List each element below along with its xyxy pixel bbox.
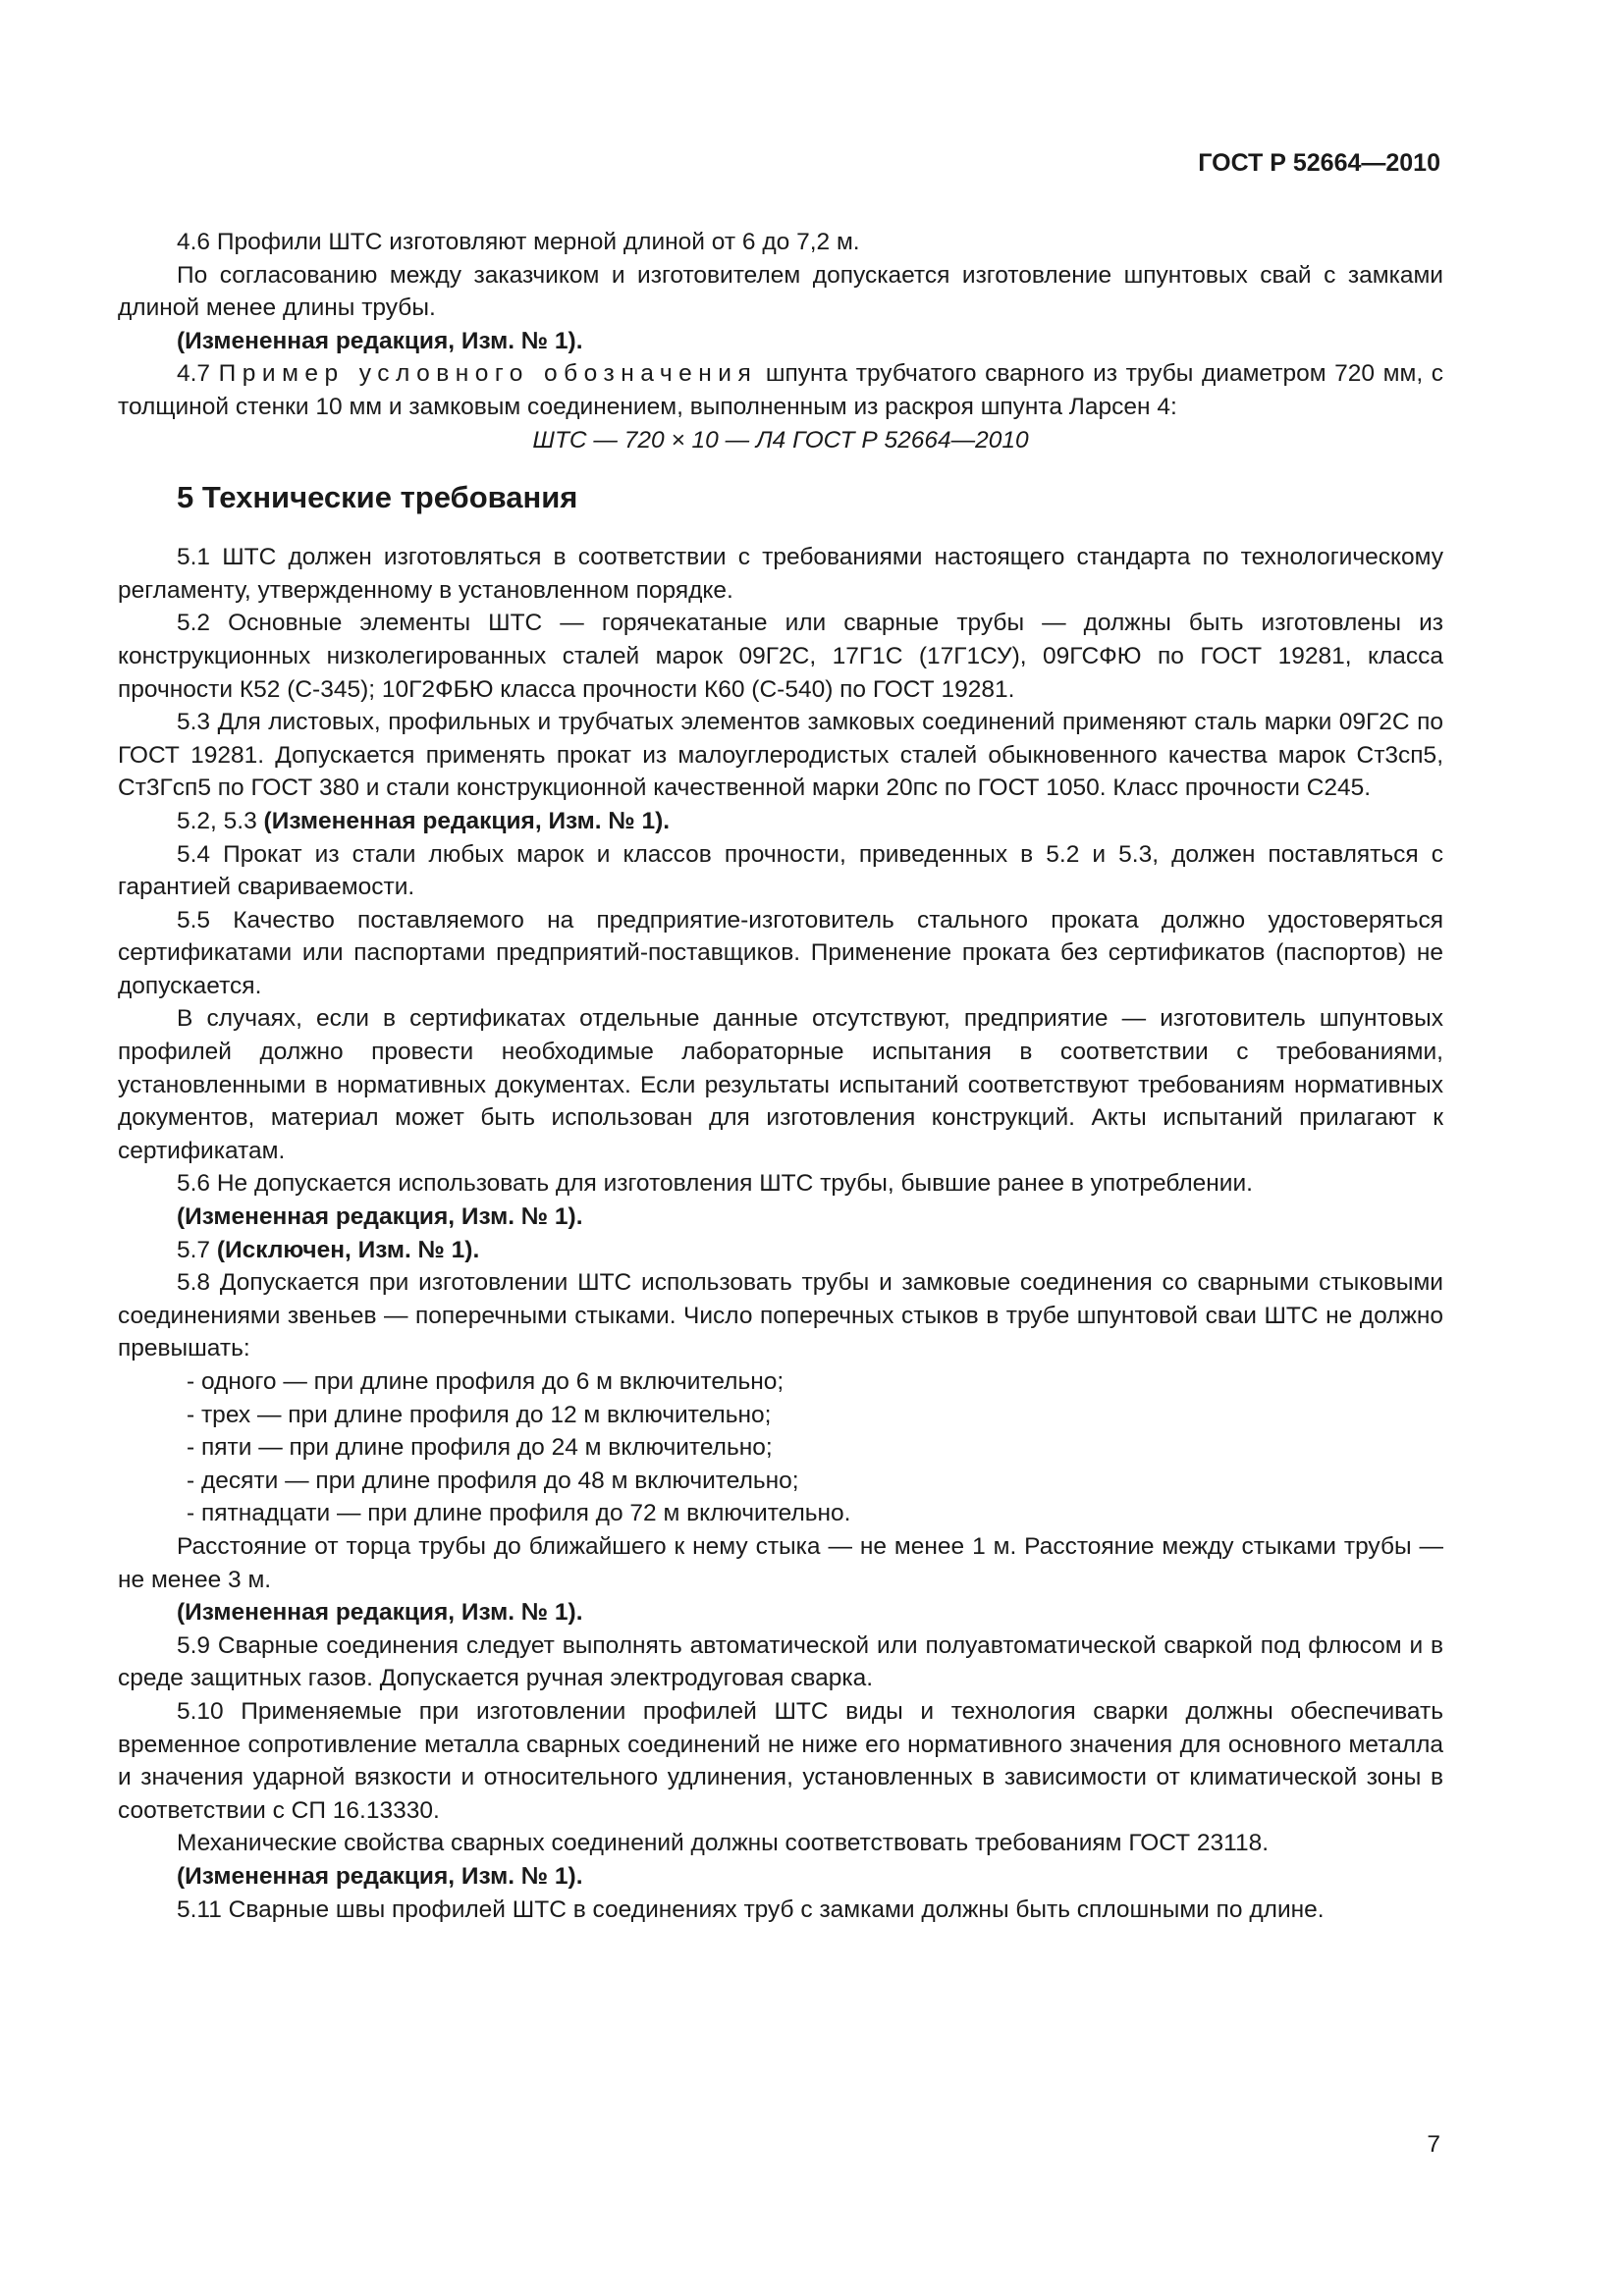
list-item: - одного — при длине профиля до 6 м включительно;: [187, 1368, 785, 1395]
list-item: - трех — при длине профиля до 12 м включительно;: [187, 1401, 772, 1428]
paragraph-5-4: 5.4 Прокат из стали любых марок и классов прочности, приведенных в 5.2 и 5.3, должен поставляться с гарантией свариваемости.: [118, 840, 1443, 901]
amendment-note: [118, 325, 1443, 358]
paragraph-5-10: 5.10 Применяемые при изготовлении профилей ШТС виды и технология сварки должны обеспечивать временное сопротивление металла сварных соединений не ниже его нормативного значения для основного металла и значения ударной вязкости и относительного удлинения, установленных в зависимости от климатической зоны в соответствии с СП 16.13330.: [118, 1697, 1443, 1824]
paragraph-5-6: 5.6 Не допускается использовать для изготовления ШТС трубы, бывшие ранее в употреблении.: [177, 1170, 1253, 1198]
paragraph-5-5-b: В случаях, если в сертификатах отдельные данные отсутствуют, предприятие — изготовитель шпунтовых профилей должно провести необходимые лабораторные испытания в соответствии с требованиями, установленными в нормативных документах. Если результаты испытаний соответствуют требованиям нормативных документов, материал может быть использован для изготовления конструкций. Акты испытаний прилагают к сертификатам.: [118, 1005, 1443, 1164]
paragraph-5-1: 5.1 ШТС должен изготовляться в соответствии с требованиями настоящего стандарта по технологическому регламенту, утвержденному в установленном порядке.: [118, 544, 1443, 604]
paragraph-4-6: 4.6 Профили ШТС изготовляют мерной длиной от 6 до 7,2 м.: [177, 229, 860, 255]
amendment-note: [118, 1201, 1443, 1234]
clause-text: шпунта трубчатого сварного из трубы диаметром 720 мм, с толщиной стенки 10 мм и замковым соединением, выполненным из раскроя шпунта Ларсен 4:: [118, 360, 1443, 420]
page-number: 7: [1427, 2131, 1440, 2158]
spaced-term: Пример условного обозначения: [218, 360, 758, 388]
amendment-text: (Измененная редакция, Изм. № 1).: [177, 1599, 583, 1627]
paragraph-5-7: [118, 1234, 1443, 1267]
clause-number: 5.2, 5.3: [177, 807, 264, 834]
clause-number: 4.7: [177, 360, 219, 388]
section-title: 5 Технические требования: [177, 480, 578, 515]
paragraph-5-3: 5.3 Для листовых, профильных и трубчатых элементов замковых соединений применяют сталь марки 09Г2С по ГОСТ 19281. Допускается применять прокат из малоуглеродистых сталей обыкновенного качества марок Ст3сп5, Ст3Гсп5 по ГОСТ 380 и стали конструкционной качественной марки 20пс по ГОСТ 1050. Класс прочности С245.: [118, 709, 1443, 802]
list-item: - пятнадцати — при длине профиля до 72 м включительно.: [187, 1500, 851, 1527]
paragraph-5-10-b: Механические свойства сварных соединений должны соответствовать требованиям ГОСТ 23118.: [177, 1830, 1270, 1857]
amendment-text: (Измененная редакция, Изм. № 1).: [177, 1203, 583, 1231]
paragraph-5-8-b: Расстояние от торца трубы до ближайшего к нему стыка — не менее 1 м. Расстояние между стыками трубы — не менее 3 м.: [118, 1532, 1443, 1593]
paragraph-4-6-b: По согласованию между заказчиком и изготовителем допускается изготовление шпунтовых свай с замками длиной менее длины трубы.: [118, 261, 1443, 322]
amendment-text: (Измененная редакция, Изм. № 1).: [263, 807, 671, 834]
list-item: - пяти — при длине профиля до 24 м включительно;: [187, 1434, 773, 1462]
amendment-note: [118, 1596, 1443, 1629]
paragraph-5-9: 5.9 Сварные соединения следует выполнять автоматической или полуавтоматической сваркой под флюсом и в среде защитных газов. Допускается ручная электродуговая сварка.: [118, 1631, 1443, 1692]
amendment-text: (Измененная редакция, Изм. № 1).: [177, 327, 583, 354]
paragraph-5-5: 5.5 Качество поставляемого на предприятие-изготовитель стального проката должно удостоверяться сертификатами или паспортами предприятий-поставщиков. Применение проката без сертификатов (паспортов) не допускается.: [118, 906, 1443, 999]
amendment-text: (Измененная редакция, Изм. № 1).: [177, 1862, 583, 1890]
paragraph-5-2-5-3-amendment: [118, 805, 1443, 838]
page-body: [118, 226, 1443, 1926]
amendment-note: [118, 1860, 1443, 1894]
exclusion-text: (Исключен, Изм. № 1).: [216, 1236, 480, 1263]
paragraph-4-7: [118, 357, 1443, 423]
paragraph-5-8: 5.8 Допускается при изготовлении ШТС использовать трубы и замковые соединения со сварными стыковыми соединениями звеньев — поперечными стыками. Число поперечных стыков в трубе шпунтовой сваи ШТС не должно превышать:: [118, 1269, 1443, 1362]
list-item: - десяти — при длине профиля до 48 м включительно;: [187, 1467, 799, 1494]
document-code: ГОСТ Р 52664—2010: [1198, 149, 1440, 177]
paragraph-5-2: 5.2 Основные элементы ШТС — горячекатаные или сварные трубы — должны быть изготовлены из конструкционных низколегированных сталей марок 09Г2С, 17Г1С (17Г1СУ), 09ГСФЮ по ГОСТ 19281, класса прочности К52 (С-345); 10Г2ФБЮ класса прочности К60 (С-540) по ГОСТ 19281.: [118, 610, 1443, 703]
designation-example: ШТС — 720 × 10 — Л4 ГОСТ Р 52664—2010: [532, 426, 1029, 454]
paragraph-5-11: 5.11 Сварные швы профилей ШТС в соединениях труб с замками должны быть сплошными по длине.: [177, 1896, 1325, 1923]
clause-number: 5.7: [177, 1236, 217, 1263]
